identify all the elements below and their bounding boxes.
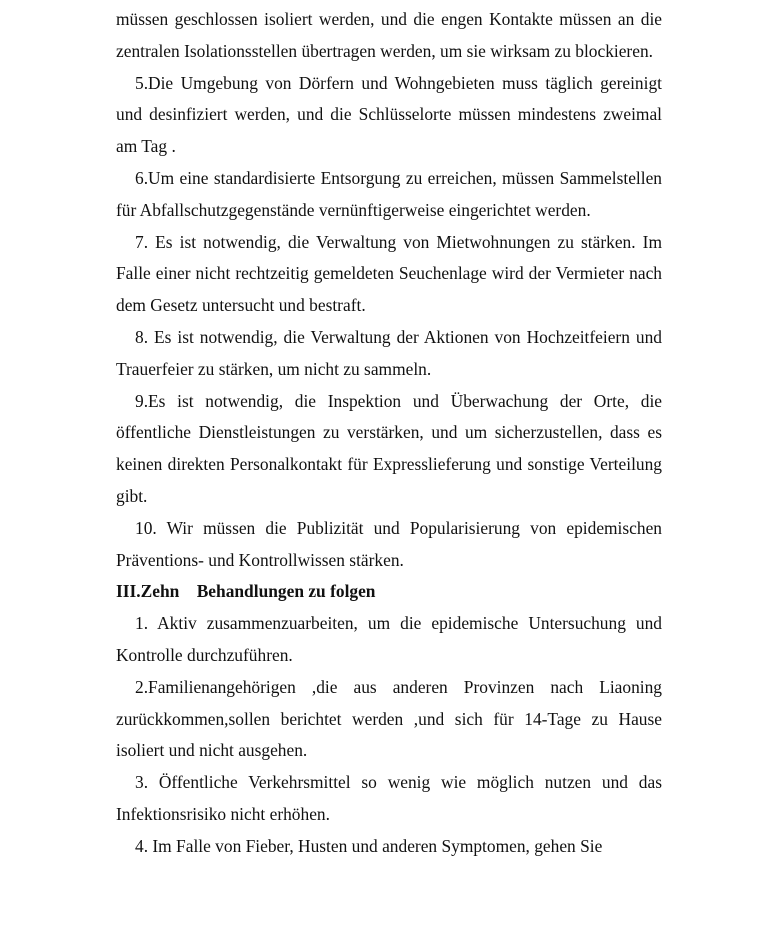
section-heading: III.Zehn Behandlungen zu folgen [116, 581, 376, 602]
paragraph-item-9: 9.Es ist notwendig, die Inspektion und Überwachung der Orte, die öffentliche Dienstleistungen zu verstärken, und um sicherzustellen, dass es keinen direkten Personalkontakt für Expresslieferung und sonstige Verteilung gibt. [116, 390, 662, 506]
paragraph-item-10: 10. Wir müssen die Publizität und Popularisierung von epidemischen Präventions- und Kontrollwissen stärken. [116, 517, 662, 570]
document-page [116, 4, 662, 863]
paragraph-continuation: müssen geschlossen isoliert werden, und die engen Kontakte müssen an die zentralen Isolationsstellen übertragen werden, um sie wirksam zu blockieren. [116, 9, 662, 61]
paragraph-item-8: 8. Es ist notwendig, die Verwaltung der Aktionen von Hochzeitfeiern und Trauerfeier zu stärken, um nicht zu sammeln. [116, 326, 662, 379]
section-item-3: 3. Öffentliche Verkehrsmittel so wenig wie möglich nutzen und das Infektionsrisiko nicht erhöhen. [116, 772, 662, 824]
paragraph-item-6: 6.Um eine standardisierte Entsorgung zu erreichen, müssen Sammelstellen für Abfallschutzgegenstände vernünftigerweise eingerichtet werden. [116, 167, 662, 220]
section-item-2: 2.Familienangehörigen ,die aus anderen Provinzen nach Liaoning zurückkommen,sollen berichtet werden ,und sich für 14-Tage zu Hause isoliert und nicht ausgehen. [116, 676, 662, 761]
section-item-4: 4. Im Falle von Fieber, Husten und anderen Symptomen, gehen Sie [135, 835, 603, 856]
section-item-1: 1. Aktiv zusammenzuarbeiten, um die epidemische Untersuchung und Kontrolle durchzuführen. [116, 613, 662, 665]
paragraph-item-5: 5.Die Umgebung von Dörfern und Wohngebieten muss täglich gereinigt und desinfiziert werden, und die Schlüsselorte müssen mindestens zweimal am Tag . [116, 72, 662, 157]
paragraph-item-7: 7. Es ist notwendig, die Verwaltung von Mietwohnungen zu stärken. Im Falle einer nicht rechtzeitig gemeldeten Seuchenlage wird der Vermieter nach dem Gesetz untersucht und bestraft. [116, 231, 662, 316]
